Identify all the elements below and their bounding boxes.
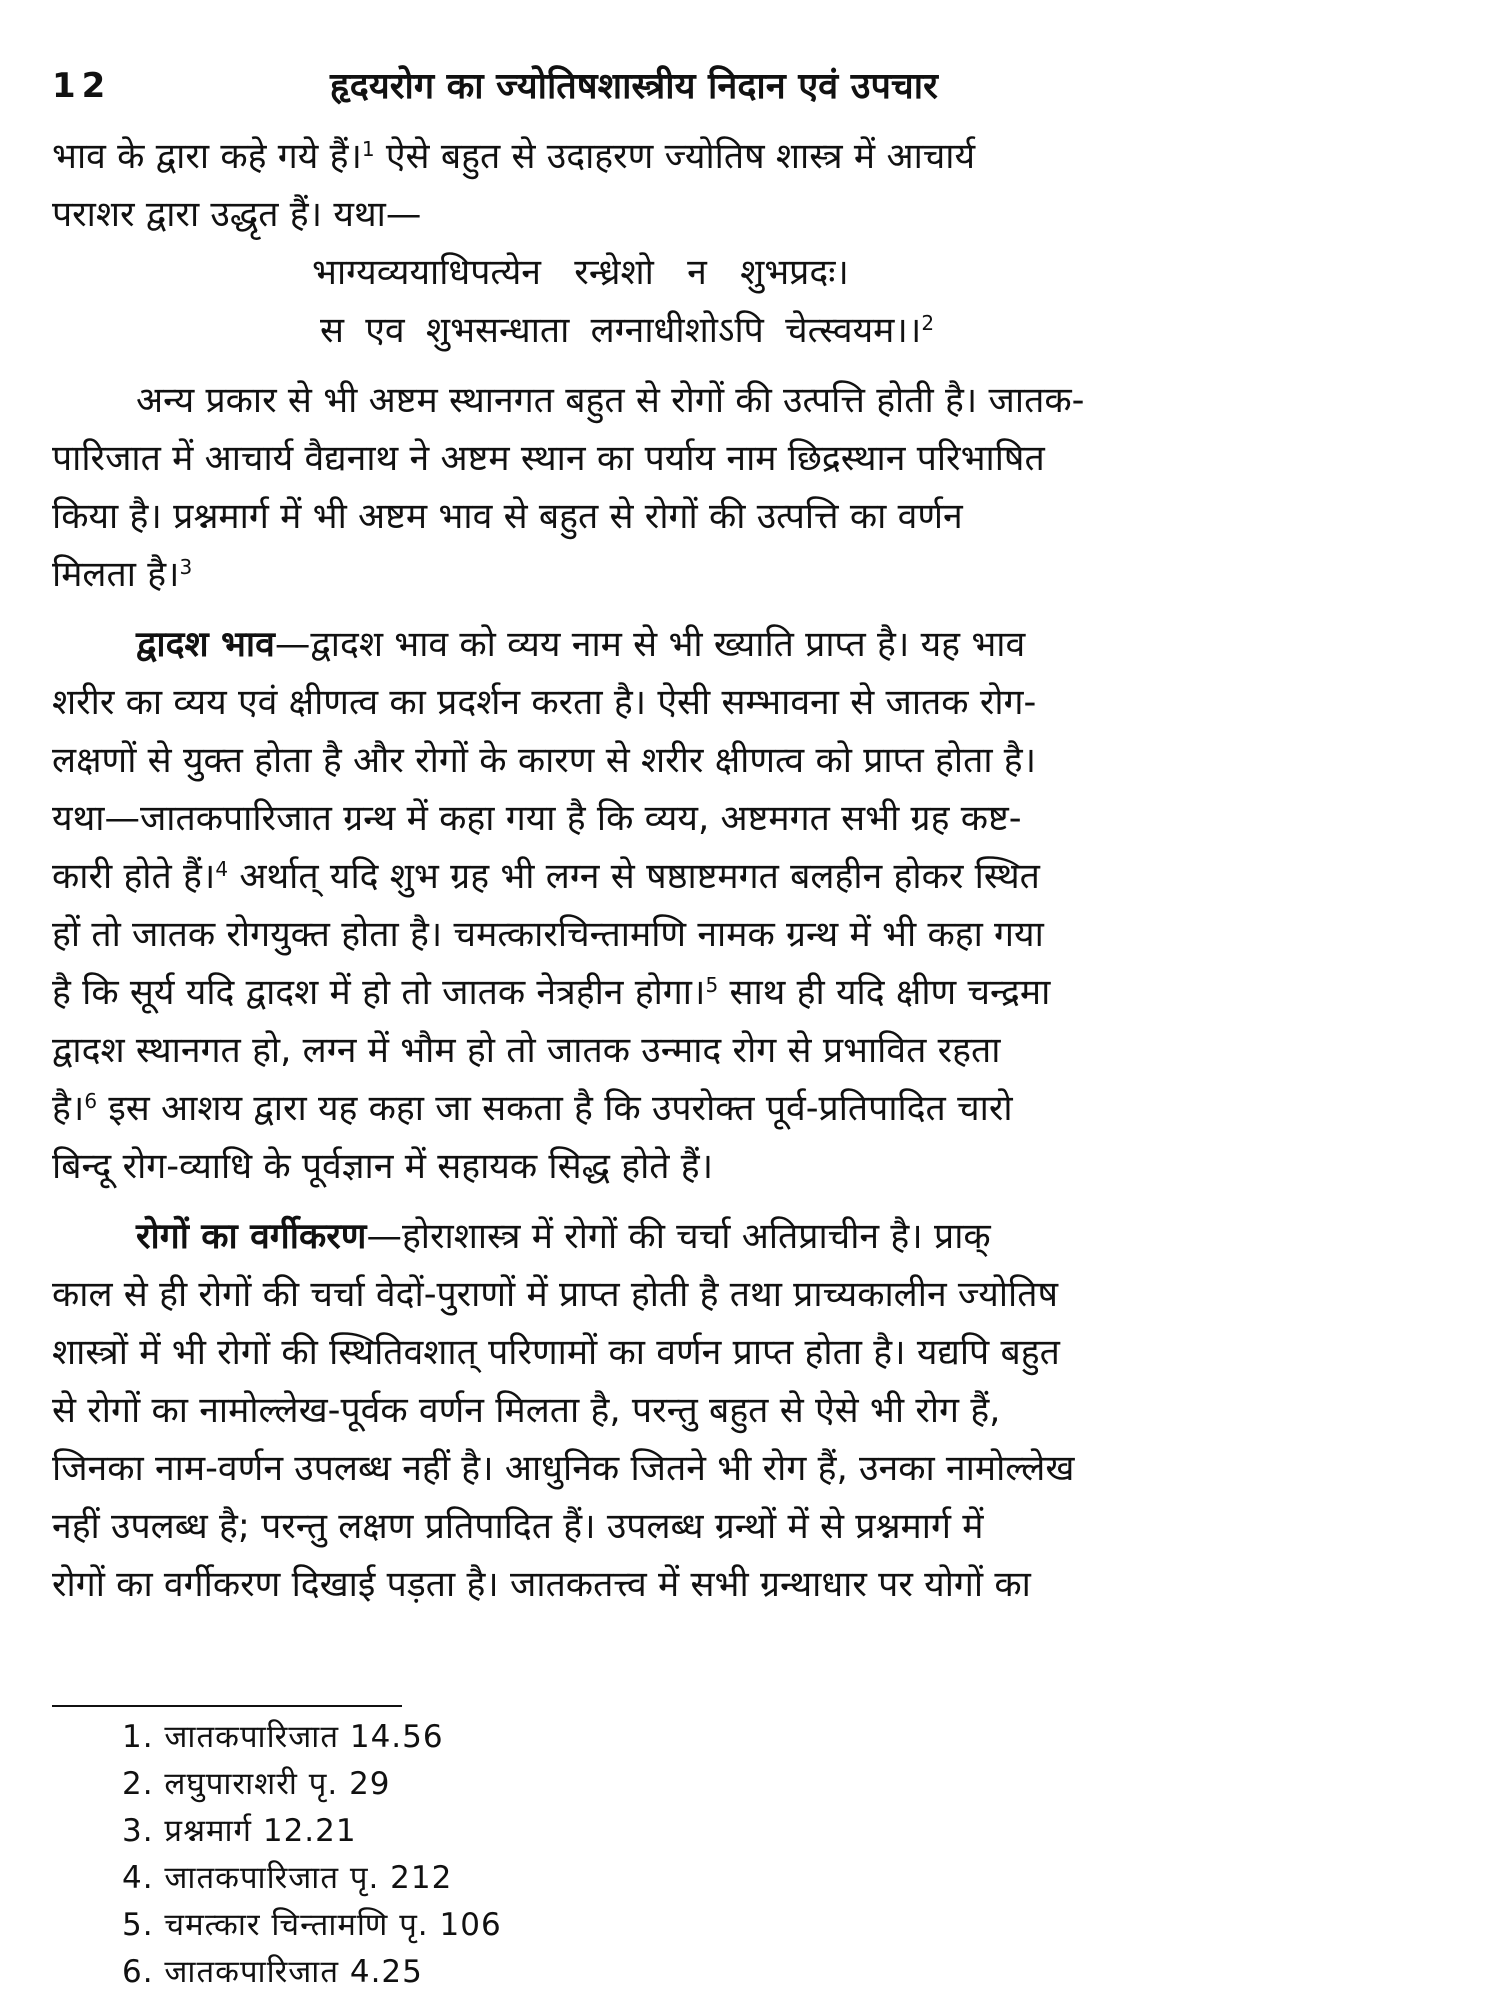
paragraph-line <box>52 964 1492 1022</box>
footnote-divider <box>52 1705 402 1707</box>
paragraph-line: नहीं उपलब्ध है; परन्तु लक्षण प्रतिपादित हैं। उपलब्ध ग्रन्थों में से प्रश्नमार्ग में <box>52 1506 984 1547</box>
footnote-ref: 1 <box>361 137 375 161</box>
footnote-ref: 6 <box>84 1089 98 1113</box>
paragraph-line: शास्त्रों में भी रोगों की स्थितिवशात् परिणामों का वर्णन प्राप्त होता है। यद्यपि बहुत <box>52 1332 1060 1373</box>
verse-line: भाग्यव्ययाधिपत्येन रन्ध्रेशो न शुभप्रदः। <box>312 252 849 293</box>
paragraph-line: रोगों का वर्गीकरण दिखाई पड़ता है। जातकतत्त्व में सभी ग्रन्थाधार पर योगों का <box>52 1564 1031 1605</box>
paragraph-line: पारिजात में आचार्य वैद्यनाथ ने अष्टम स्थान का पर्याय नाम छिद्रस्थान परिभाषित <box>52 438 1045 479</box>
paragraph-line: किया है। प्रश्नमार्ग में भी अष्टम भाव से बहुत से रोगों की उत्पत्ति का वर्णन <box>52 496 963 537</box>
footnote-ref: 5 <box>705 973 719 997</box>
paragraph-line: बिन्दू रोग-व्याधि के पूर्वज्ञान में सहायक सिद्ध होते हैं। <box>52 1146 714 1187</box>
text-span: —होराशास्त्र में रोगों की चर्चा अतिप्राचीन है। प्राक् <box>366 1216 991 1257</box>
paragraph-line: हों तो जातक रोगयुक्त होता है। चमत्कारचिन्तामणि नामक ग्रन्थ में भी कहा गया <box>52 914 1044 955</box>
paragraph-line: काल से ही रोगों की चर्चा वेदों-पुराणों में प्राप्त होती है तथा प्राच्यकालीन ज्योतिष <box>52 1274 1058 1315</box>
footnote-ref: 2 <box>921 311 935 335</box>
section-heading: रोगों का वर्गीकरण <box>136 1216 367 1257</box>
footnote-item: 3. प्रश्नमार्ग 12.21 <box>122 1813 357 1849</box>
paragraph-line: से रोगों का नामोल्लेख-पूर्वक वर्णन मिलता है, परन्तु बहुत से ऐसे भी रोग हैं, <box>52 1390 1001 1431</box>
body-text <box>52 128 1492 1614</box>
text-span: मिलता है। <box>52 554 180 595</box>
paragraph-line: शरीर का व्यय एवं क्षीणत्व का प्रदर्शन करता है। ऐसी सम्भावना से जातक रोग- <box>52 682 1037 723</box>
paragraph-line <box>52 546 1492 604</box>
footnote-item: 2. लघुपाराशरी पृ. 29 <box>122 1766 391 1802</box>
verse-line <box>52 302 1492 360</box>
paragraph-line: जिनका नाम-वर्णन उपलब्ध नहीं है। आधुनिक जितने भी रोग हैं, उनका नामोल्लेख <box>52 1448 1075 1489</box>
paragraph-line <box>52 848 1492 906</box>
text-span: —द्वादश भाव को व्यय नाम से भी ख्याति प्राप्त है। यह भाव <box>274 624 1026 665</box>
paragraph-line: द्वादश स्थानगत हो, लग्न में भौम हो तो जातक उन्माद रोग से प्रभावित रहता <box>52 1030 1001 1071</box>
paragraph-line <box>52 1080 1492 1138</box>
page-number: 12 <box>52 66 112 106</box>
text-span: है। <box>52 1088 85 1129</box>
footnote-item: 5. चमत्कार चिन्तामणि पृ. 106 <box>122 1907 502 1943</box>
footnotes <box>122 1714 502 1996</box>
text-span: अर्थात् यदि शुभ ग्रह भी लग्न से षष्ठाष्टमगत बलहीन होकर स्थित <box>228 856 1040 897</box>
text-span: कारी होते हैं। <box>52 856 216 897</box>
footnote-item: 6. जातकपारिजात 4.25 <box>122 1954 423 1990</box>
text-span: है कि सूर्य यदि द्वादश में हो तो जातक नेत्रहीन होगा। <box>52 972 706 1013</box>
paragraph-line: यथा—जातकपारिजात ग्रन्थ में कहा गया है कि व्यय, अष्टमगत सभी ग्रह कष्ट- <box>52 798 1022 839</box>
paragraph-line: पराशर द्वारा उद्धृत हैं। यथा— <box>52 194 422 235</box>
page-header <box>52 60 1452 120</box>
footnote-ref: 4 <box>215 857 229 881</box>
footnote-item: 1. जातकपारिजात 14.56 <box>122 1719 444 1755</box>
text-span: साथ ही यदि क्षीण चन्द्रमा <box>718 972 1051 1013</box>
paragraph-line <box>52 616 1492 674</box>
paragraph-line: लक्षणों से युक्त होता है और रोगों के कारण से शरीर क्षीणत्व को प्राप्त होता है। <box>52 740 1037 781</box>
text-span: भाव के द्वारा कहे गये हैं। <box>52 136 362 177</box>
text-span: स एव शुभसन्धाता लग्नाधीशोऽपि चेत्स्वयम।। <box>320 310 922 351</box>
footnote-item: 4. जातकपारिजात पृ. 212 <box>122 1860 453 1896</box>
paragraph-line <box>52 128 1492 186</box>
section-heading: द्वादश भाव <box>136 624 275 665</box>
running-title: हृदयरोग का ज्योतिषशास्त्रीय निदान एवं उपचार <box>330 66 938 107</box>
paragraph-line <box>52 1208 1492 1266</box>
text-span: इस आशय द्वारा यह कहा जा सकता है कि उपरोक्त पूर्व-प्रतिपादित चारो <box>97 1088 1013 1129</box>
footnote-ref: 3 <box>179 555 193 579</box>
text-span: ऐसे बहुत से उदाहरण ज्योतिष शास्त्र में आचार्य <box>374 136 976 177</box>
paragraph-line: अन्य प्रकार से भी अष्टम स्थानगत बहुत से रोगों की उत्पत्ति होती है। जातक- <box>136 380 1085 421</box>
